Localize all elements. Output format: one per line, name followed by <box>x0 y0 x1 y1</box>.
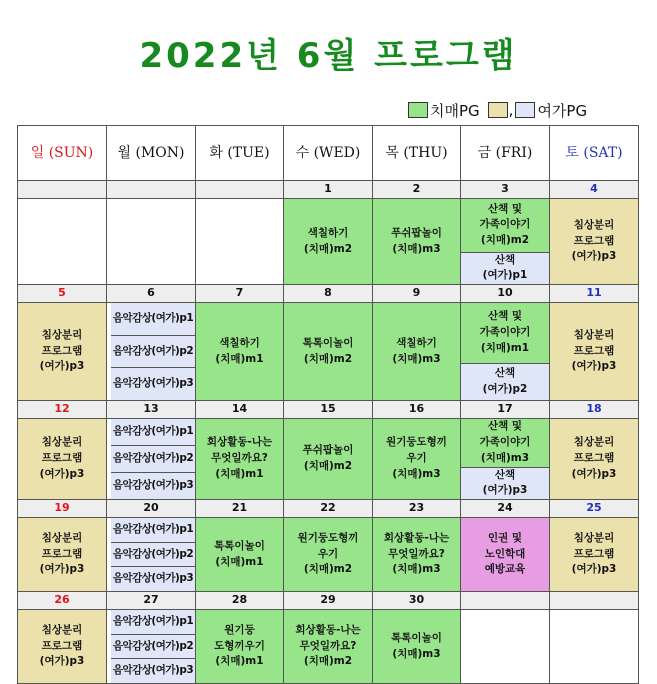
weekday-header: 금 (FRI) <box>461 126 550 181</box>
program-text: 산책 <box>494 468 516 481</box>
program-text: 침상분리 <box>573 531 615 544</box>
leisure-program-cell <box>550 199 639 285</box>
date-number: 10 <box>461 285 550 303</box>
program-text: (치매)m1 <box>215 352 264 365</box>
program-text: 가족이야기 <box>479 218 531 231</box>
music-program-item: 음악감상(여가)p2 <box>111 542 195 567</box>
dementia-program-cell <box>196 303 284 401</box>
program-row <box>18 303 639 401</box>
date-number: 13 <box>107 401 196 419</box>
program-text: (여가)p3 <box>39 655 85 668</box>
program-text: 회상활동-나는 <box>295 623 361 636</box>
date-number <box>18 181 107 199</box>
program-row <box>18 199 639 285</box>
date-number: 19 <box>18 500 107 518</box>
program-text: 도형끼우기 <box>214 639 265 652</box>
calendar-table <box>17 125 639 684</box>
program-text: 노인학대 <box>484 547 526 560</box>
program-text: (치매)m2 <box>303 460 353 472</box>
date-number: 23 <box>373 500 461 518</box>
program-text: 푸쉬팝놀이 <box>302 444 354 457</box>
program-text: 톡톡이놀이 <box>302 336 354 349</box>
program-text: 원기둥도형끼 <box>297 531 359 544</box>
date-number: 21 <box>196 500 284 518</box>
music-program-cell <box>107 419 196 500</box>
program-text: 프로그램 <box>41 547 83 560</box>
program-text: (치매)m3 <box>480 451 530 464</box>
program-text: 무엇일까요? <box>388 547 445 560</box>
date-number: 22 <box>284 500 373 518</box>
program-text: 침상분리 <box>573 218 615 231</box>
music-program-item: 음악감상(여가)p2 <box>111 335 195 368</box>
program-text: (여가)p3 <box>39 467 85 480</box>
music-program-item: 음악감상(여가)p3 <box>111 472 195 499</box>
weekday-header: 수 (WED) <box>284 126 373 181</box>
weekday-header: 일 (SUN) <box>18 126 107 181</box>
leisure-program-cell <box>550 419 639 500</box>
program-text: 프로그램 <box>41 452 83 465</box>
date-number: 5 <box>18 285 107 303</box>
music-program-item: 음악감상(여가)p1 <box>111 518 195 542</box>
program-text: (여가)p1 <box>482 269 528 282</box>
date-number: 26 <box>18 592 107 610</box>
leisure-program <box>461 252 549 285</box>
dementia-program <box>461 303 549 363</box>
program-text: 산책 <box>494 367 516 380</box>
music-program-item: 음악감상(여가)p1 <box>111 610 195 634</box>
leisure-program-cell <box>18 610 107 684</box>
program-text: (치매)m2 <box>303 242 353 255</box>
date-number: 1 <box>284 181 373 199</box>
date-number: 6 <box>107 285 196 303</box>
legend-leisure-label: 여가PG <box>537 101 588 120</box>
leisure-program <box>461 363 549 400</box>
program-text: 침상분리 <box>41 436 83 449</box>
program-text: (여가)p2 <box>482 383 528 395</box>
program-text: (여가)p3 <box>39 360 85 373</box>
empty-cell <box>550 610 639 684</box>
program-text: 색칠하기 <box>219 336 260 349</box>
date-number: 7 <box>196 285 284 303</box>
program-text: (치매)m2 <box>303 655 353 668</box>
dementia-program-cell <box>373 610 461 684</box>
empty-cell <box>107 199 196 285</box>
program-text: 가족이야기 <box>479 326 531 339</box>
date-number <box>107 181 196 199</box>
date-number: 24 <box>461 500 550 518</box>
program-text: (여가)p3 <box>571 467 617 480</box>
leisure-program-cell <box>550 518 639 592</box>
empty-cell <box>196 199 284 285</box>
program-text: 톡톡이놀이 <box>391 631 442 644</box>
program-text: 침상분리 <box>41 531 83 544</box>
music-program-item: 음악감상(여가)p1 <box>111 303 195 335</box>
dementia-program-cell <box>284 303 373 401</box>
leisure-program-cell <box>18 303 107 401</box>
dementia-program-cell <box>373 303 461 401</box>
program-text: 원기둥 <box>224 623 255 636</box>
date-row <box>18 500 639 518</box>
dementia-program-cell <box>284 419 373 500</box>
leisure-program-cell <box>18 518 107 592</box>
program-text: 색칠하기 <box>396 336 437 349</box>
dementia-program-cell <box>196 610 284 684</box>
program-text: (치매)m3 <box>392 242 441 255</box>
program-text: 인권 및 <box>487 531 523 544</box>
walk-program-cell <box>461 419 550 500</box>
walk-program-cell <box>461 303 550 401</box>
date-number: 16 <box>373 401 461 419</box>
program-text: 가족이야기 <box>479 435 531 448</box>
walk-program-cell <box>461 199 550 285</box>
date-number: 9 <box>373 285 461 303</box>
program-text: 원기둥도형끼 <box>386 436 447 449</box>
program-row <box>18 419 639 500</box>
program-text: (치매)m3 <box>392 647 441 660</box>
program-text: 산책 <box>494 253 516 266</box>
program-text: 회상활동-나는 <box>206 436 273 449</box>
date-number: 11 <box>550 285 639 303</box>
date-row <box>18 592 639 610</box>
dementia-program-cell <box>373 419 461 500</box>
program-text: 프로그램 <box>573 344 615 357</box>
leisure-program <box>461 467 549 500</box>
program-text: 프로그램 <box>573 234 615 247</box>
date-number: 29 <box>284 592 373 610</box>
program-text: (치매)m2 <box>303 563 353 576</box>
music-program-item: 음악감상(여가)p3 <box>111 367 195 400</box>
leisure-blue-swatch <box>515 102 535 118</box>
program-text: (치매)m1 <box>480 341 530 354</box>
program-text: (여가)p3 <box>571 563 617 576</box>
program-row <box>18 518 639 592</box>
program-text: 푸쉬팝놀이 <box>391 226 442 239</box>
dementia-program-cell <box>196 518 284 592</box>
weekday-header-row <box>18 126 639 181</box>
date-number: 2 <box>373 181 461 199</box>
weekday-header: 목 (THU) <box>373 126 461 181</box>
dementia-program <box>461 419 549 467</box>
leisure-program-cell <box>18 419 107 500</box>
date-row <box>18 401 639 419</box>
program-text: (치매)m3 <box>392 352 441 365</box>
program-text: (치매)m1 <box>215 555 264 568</box>
dementia-program-cell <box>284 199 373 285</box>
date-number <box>461 592 550 610</box>
program-text: 우기 <box>317 547 339 560</box>
leisure-yellow-swatch <box>488 102 508 118</box>
date-row <box>18 181 639 199</box>
empty-cell <box>18 199 107 285</box>
program-text: 회상활동-나는 <box>383 531 450 544</box>
music-program-cell <box>107 610 196 684</box>
program-text: (여가)p3 <box>482 484 528 497</box>
program-text: (치매)m3 <box>392 467 441 480</box>
date-number: 17 <box>461 401 550 419</box>
program-text: (치매)m3 <box>392 563 441 576</box>
music-program-item: 음악감상(여가)p2 <box>111 445 195 472</box>
dementia-program-cell <box>196 419 284 500</box>
date-number <box>550 592 639 610</box>
legend <box>408 100 595 120</box>
legend-dementia-label: 치매PG <box>430 101 480 120</box>
program-text: 산책 및 <box>487 202 523 215</box>
dementia-program-cell <box>284 518 373 592</box>
music-program-item: 음악감상(여가)p3 <box>111 658 195 683</box>
date-row <box>18 285 639 303</box>
empty-cell <box>461 610 550 684</box>
dementia-swatch <box>408 102 428 118</box>
date-number: 4 <box>550 181 639 199</box>
weekday-header: 월 (MON) <box>107 126 196 181</box>
program-text: (여가)p3 <box>571 250 617 263</box>
program-text: (여가)p3 <box>39 563 85 576</box>
date-number: 27 <box>107 592 196 610</box>
program-text: (치매)m2 <box>303 352 353 365</box>
weekday-header: 화 (TUE) <box>196 126 284 181</box>
program-text: 침상분리 <box>41 328 83 341</box>
program-text: 프로그램 <box>573 452 615 465</box>
program-text: 프로그램 <box>41 344 83 357</box>
program-text: 무엇일까요? <box>299 639 357 652</box>
weekday-header: 토 (SAT) <box>550 126 639 181</box>
program-text: 우기 <box>406 452 427 465</box>
program-text: 침상분리 <box>41 623 83 636</box>
dementia-program-cell <box>284 610 373 684</box>
date-number: 14 <box>196 401 284 419</box>
program-row <box>18 610 639 684</box>
program-text: (치매)m1 <box>215 467 264 480</box>
music-program-cell <box>107 303 196 401</box>
page-title: 2022년 6월 프로그램 <box>139 36 518 76</box>
music-program-item: 음악감상(여가)p2 <box>111 634 195 659</box>
program-text: (여가)p3 <box>571 360 617 373</box>
program-text: (치매)m1 <box>215 655 264 668</box>
date-number: 20 <box>107 500 196 518</box>
program-text: 색칠하기 <box>307 226 349 239</box>
program-text: (치매)m2 <box>480 234 530 247</box>
dementia-program-cell <box>373 199 461 285</box>
date-number: 12 <box>18 401 107 419</box>
music-program-item: 음악감상(여가)p1 <box>111 419 195 445</box>
program-text: 무엇일까요? <box>211 452 268 465</box>
program-text: 예방교육 <box>484 563 526 576</box>
program-text: 프로그램 <box>41 639 83 652</box>
education-program-cell <box>461 518 550 592</box>
date-number: 28 <box>196 592 284 610</box>
program-text: 톡톡이놀이 <box>214 539 265 552</box>
leisure-program-cell <box>550 303 639 401</box>
date-number <box>196 181 284 199</box>
dementia-program <box>461 199 549 252</box>
date-number: 3 <box>461 181 550 199</box>
program-text: 침상분리 <box>573 328 615 341</box>
date-number: 18 <box>550 401 639 419</box>
date-number: 8 <box>284 285 373 303</box>
program-text: 침상분리 <box>573 436 615 449</box>
date-number: 15 <box>284 401 373 419</box>
music-program-item: 음악감상(여가)p3 <box>111 566 195 591</box>
program-text: 산책 및 <box>487 310 523 323</box>
date-number: 25 <box>550 500 639 518</box>
music-program-cell <box>107 518 196 592</box>
dementia-program-cell <box>373 518 461 592</box>
date-number: 30 <box>373 592 461 610</box>
program-text: 산책 및 <box>487 420 523 433</box>
legend-separator: , <box>508 101 514 119</box>
program-text: 프로그램 <box>573 547 615 560</box>
